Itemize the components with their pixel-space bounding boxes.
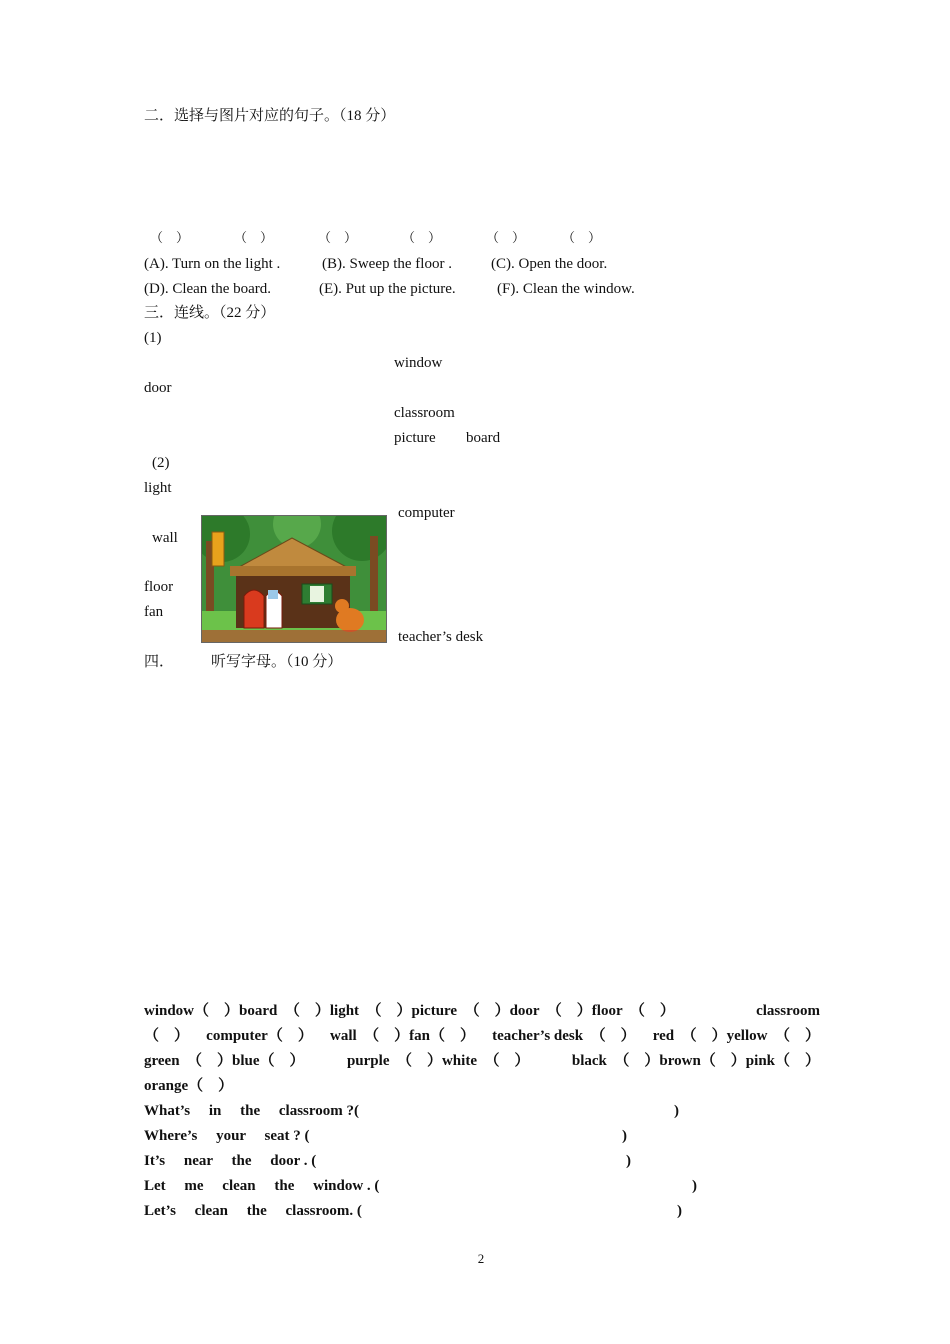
match-word[interactable]: teacher’s desk [398, 629, 484, 645]
sentence: Where’s your seat ? ( [144, 1128, 310, 1144]
house-illustration [201, 515, 387, 643]
match-word[interactable]: window [394, 355, 443, 371]
option-e: (E). Put up the picture. [319, 281, 456, 297]
match-word[interactable]: light [144, 480, 172, 496]
match-word[interactable]: floor [144, 579, 174, 595]
sentence: It’s near the door . ( [144, 1153, 317, 1169]
sentence: Let’s clean the classroom. ( [144, 1203, 362, 1219]
option-c: (C). Open the door. [491, 256, 608, 272]
vocab-row [144, 1002, 820, 1020]
section-4-heading: 听写字母。（10 分） [211, 654, 343, 670]
vocab-group[interactable]: computer（ ） [206, 1028, 313, 1044]
vocab-group[interactable]: wall （ ）fan（ ） [329, 1028, 475, 1044]
answer-blank[interactable]: （ ） [562, 230, 602, 245]
sentence-close-paren[interactable]: ) [677, 1203, 682, 1219]
part-2-label: (2) [152, 455, 170, 471]
vocab-group[interactable]: black （ ）brown（ ）pink（ ） [571, 1053, 820, 1069]
answer-blank[interactable]: （ ） [234, 230, 274, 245]
page-number: 2 [477, 1251, 485, 1266]
match-word[interactable]: classroom [394, 405, 455, 421]
vocab-group[interactable]: red （ ）yellow （ ） [652, 1028, 820, 1044]
match-word[interactable]: door [144, 380, 172, 396]
vocab-group[interactable]: orange（ ） [144, 1078, 234, 1094]
sentence-close-paren[interactable]: ) [674, 1103, 679, 1119]
section-3-heading: 三．连线。（22 分） [144, 305, 276, 321]
match-word[interactable]: wall [152, 530, 178, 546]
vocab-row [144, 1052, 820, 1070]
match-word[interactable]: board [466, 430, 501, 446]
match-word[interactable]: fan [144, 604, 164, 620]
vocab-group[interactable]: classroom [756, 1003, 820, 1019]
option-b: (B). Sweep the floor . [322, 256, 452, 272]
vocab-group[interactable]: teacher’s desk （ ） [492, 1028, 636, 1044]
section-2-heading: 二．选择与图片对应的句子。（18 分） [144, 108, 396, 124]
section-4-number: 四． [144, 654, 175, 670]
vocab-group[interactable]: purple （ ）white （ ） [346, 1053, 530, 1069]
vocab-group[interactable]: （ ） [144, 1028, 190, 1044]
option-d: (D). Clean the board. [144, 281, 272, 297]
option-a: (A). Turn on the light . [144, 256, 281, 272]
part-1-label: (1) [144, 330, 162, 346]
answer-blank[interactable]: （ ） [402, 230, 442, 245]
vocab-row [144, 1027, 820, 1045]
vocab-group[interactable]: window（ ）board （ ）light （ ）picture （ ）door （ ）floor （ ） [144, 1003, 675, 1019]
sentence: Let me clean the window . ( [144, 1178, 380, 1194]
sentence-close-paren[interactable]: ) [622, 1128, 627, 1144]
option-f: (F). Clean the window. [497, 281, 635, 297]
vocab-group[interactable]: green （ ）blue（ ） [144, 1053, 305, 1069]
sentence-close-paren[interactable]: ) [626, 1153, 631, 1169]
answer-blank[interactable]: （ ） [486, 230, 526, 245]
sentence-close-paren[interactable]: ) [692, 1178, 697, 1194]
answer-blank[interactable]: （ ） [318, 230, 358, 245]
match-word[interactable]: computer [398, 505, 455, 521]
match-word[interactable]: picture [394, 430, 436, 446]
sentence: What’s in the classroom ?( [144, 1103, 359, 1119]
vocab-row [144, 1077, 820, 1095]
answer-blank[interactable]: （ ） [150, 230, 190, 245]
